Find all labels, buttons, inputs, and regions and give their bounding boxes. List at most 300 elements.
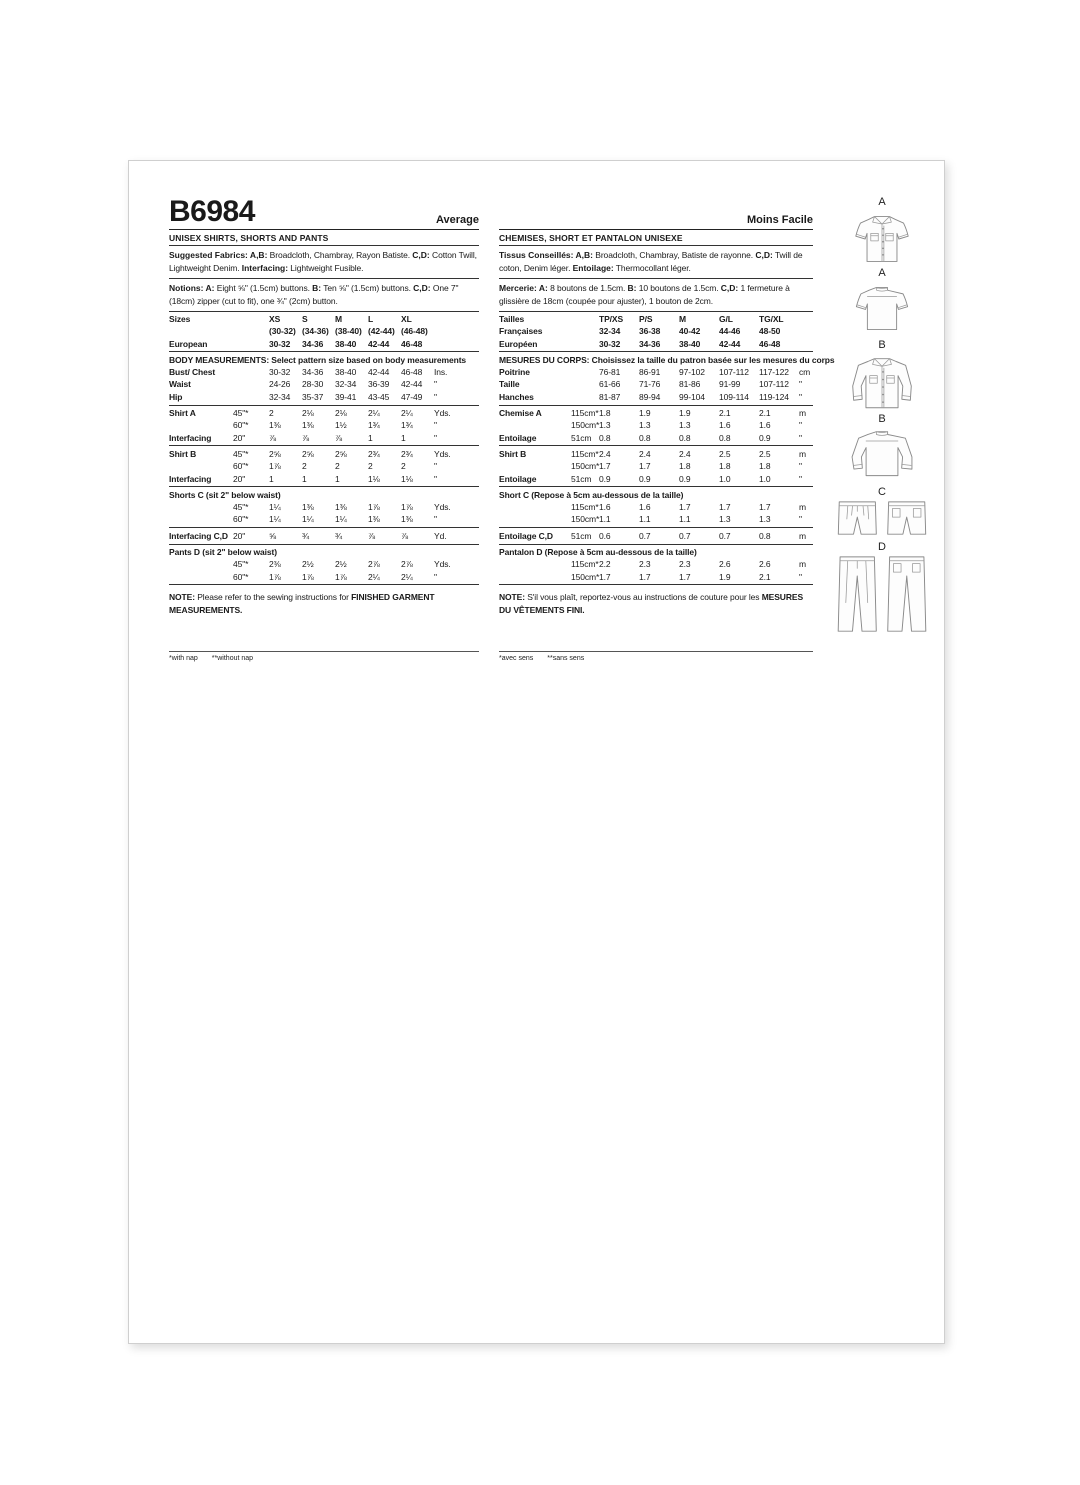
table-cell: 2	[401, 461, 406, 472]
table-cell: 1⅜	[335, 502, 347, 513]
suggested-fabrics-en	[169, 246, 479, 279]
text-segment: Broadcloth, Chambray, Batiste de rayonne.	[593, 250, 756, 260]
text-segment-bold: C,D:	[413, 283, 431, 293]
table-row	[499, 571, 813, 583]
table-cell	[233, 325, 269, 337]
table-cell: Interfacing	[169, 473, 212, 484]
table-row	[169, 313, 479, 325]
table-cell: 119-124	[759, 391, 789, 402]
table-cell: 1.1	[599, 514, 611, 525]
table-cell	[233, 391, 269, 403]
table-cell: 2.1	[759, 571, 771, 582]
view-a-front	[829, 196, 935, 268]
table-cell: "	[799, 432, 802, 443]
table-row	[169, 460, 479, 472]
table-cell: 1⅞	[368, 502, 380, 513]
table-cell: 97-102	[679, 367, 705, 378]
table-cell: 40-42	[679, 326, 701, 337]
table-section-row: Short C (Repose à 5cm au-dessous de la taille)	[499, 489, 684, 500]
table-cell: 2.2	[599, 559, 611, 570]
table-cell: 0.7	[679, 530, 691, 541]
table-cell: 1⅞	[335, 571, 347, 582]
table-cell: TG/XL	[759, 314, 784, 324]
table-row	[169, 419, 479, 431]
shorts-front-and-back-illustration	[836, 500, 928, 538]
rule-divider	[499, 445, 813, 446]
table-cell: 1¾	[368, 420, 380, 431]
table-cell: 115cm*	[571, 408, 599, 419]
pants-front-and-back-illustration	[836, 555, 928, 635]
table-cell	[571, 391, 599, 403]
table-cell: 150cm*	[571, 514, 600, 525]
table-cell: 1.3	[679, 420, 691, 431]
table-cell: 71-76	[639, 379, 661, 390]
table-cell: 109-114	[719, 391, 749, 402]
table-cell: 1⅞	[269, 571, 281, 582]
table-row	[499, 501, 813, 513]
table-cell: Shirt B	[499, 448, 527, 459]
table-cell: Européen	[499, 338, 538, 349]
table-cell: Yds.	[434, 448, 451, 459]
rule-divider	[169, 584, 479, 585]
table-cell	[499, 419, 571, 431]
table-cell: "	[434, 461, 437, 472]
yardage-table-fr	[499, 313, 835, 585]
pattern-envelope-back-sheet	[128, 160, 945, 1344]
table-cell: ⅝	[269, 530, 276, 541]
table-cell: 1.1	[639, 514, 651, 525]
table-cell: ⅞	[302, 432, 309, 443]
table-cell: "	[799, 420, 802, 431]
table-cell: 150cm*	[571, 571, 600, 582]
table-cell: 1⅛	[401, 473, 413, 484]
table-row	[499, 378, 813, 390]
table-row	[499, 558, 813, 570]
table-cell: 1.7	[719, 502, 731, 513]
table-cell: 2.6	[759, 559, 771, 570]
table-cell: M	[679, 314, 686, 324]
table-cell: P/S	[639, 314, 653, 324]
view-letter-a-front: A	[878, 196, 886, 208]
table-cell: 1.9	[679, 408, 691, 419]
table-cell: "	[434, 571, 437, 582]
table-cell: 45"*	[233, 448, 249, 459]
table-cell: (46-48)	[401, 326, 428, 337]
text-segment: Broadcloth, Chambray, Rayon Batiste.	[267, 250, 413, 260]
table-cell: 81-87	[599, 391, 621, 402]
short-sleeve-shirt-back-illustration	[850, 281, 914, 336]
text-segment: Lightweight Fusible.	[288, 263, 364, 273]
table-cell: 1⅜	[401, 514, 413, 525]
table-cell: 24-26	[269, 379, 291, 390]
table-cell	[434, 338, 479, 350]
table-cell: 42-44	[368, 338, 390, 349]
table-cell: Tailles	[499, 314, 525, 324]
footnote-without-nap: **without nap	[211, 655, 254, 663]
table-cell: "	[799, 514, 802, 525]
table-cell: 1.6	[759, 420, 771, 431]
table-cell	[499, 501, 571, 513]
table-cell: 20"	[233, 432, 246, 443]
table-cell: 1.8	[719, 461, 731, 472]
table-cell: 86-91	[639, 367, 661, 378]
table-cell: 1⅜	[302, 420, 314, 431]
table-row	[499, 530, 813, 542]
suggested-fabrics-fr	[499, 246, 813, 279]
table-cell: 2¼	[368, 571, 380, 582]
table-cell: 48-50	[759, 326, 781, 337]
table-cell: ¾	[335, 530, 342, 541]
table-cell: 0.8	[719, 432, 731, 443]
table-cell: 2.5	[759, 448, 771, 459]
table-cell: 30-32	[599, 338, 621, 349]
note-en	[169, 591, 479, 617]
view-c	[829, 486, 935, 538]
pattern-number: B6984	[169, 195, 255, 228]
table-cell: 115cm*	[571, 559, 599, 570]
table-cell: 28-30	[302, 379, 324, 390]
table-cell: 0.8	[639, 432, 651, 443]
text-segment: Ten ⅝" (1.5cm) buttons.	[321, 283, 414, 293]
text-segment: Eight ⅝" (1.5cm) buttons.	[214, 283, 313, 293]
table-cell	[499, 513, 571, 525]
table-cell: Entoilage C,D	[499, 530, 553, 541]
view-letter-b-front: B	[878, 339, 886, 351]
table-cell: G/L	[719, 314, 733, 324]
table-cell	[571, 313, 599, 325]
table-cell: 0.9	[639, 473, 651, 484]
table-cell	[799, 313, 813, 325]
view-letter-d: D	[878, 541, 886, 553]
table-cell: 1⅜	[302, 502, 314, 513]
yardage-table-en	[169, 313, 479, 585]
table-cell: 45"*	[233, 502, 249, 513]
footnote-fr	[499, 651, 813, 662]
footnote-en	[169, 651, 479, 662]
text-segment-bold: B:	[627, 283, 637, 293]
table-cell: Yds.	[434, 408, 451, 419]
table-cell: 1¼	[269, 514, 281, 525]
table-cell: ⅞	[368, 530, 375, 541]
table-cell: Shirt A	[169, 408, 196, 419]
table-cell: 1	[269, 473, 274, 484]
table-cell: 46-48	[401, 367, 423, 378]
view-d	[829, 541, 935, 635]
table-cell: 38-40	[335, 367, 357, 378]
table-cell: "	[434, 379, 437, 390]
table-section-row: BODY MEASUREMENTS: Select pattern size based on body measurements	[169, 354, 467, 365]
table-cell: 0.9	[679, 473, 691, 484]
table-cell	[799, 325, 813, 337]
rule-divider	[169, 445, 479, 446]
table-cell: 51cm	[571, 530, 592, 541]
table-row	[169, 432, 479, 444]
table-cell: ⅞	[269, 432, 276, 443]
table-cell: M	[335, 314, 342, 324]
table-cell: 20"	[233, 473, 246, 484]
text-segment-bold: C,D:	[412, 250, 430, 260]
table-cell: 76-81	[599, 367, 621, 378]
table-cell	[169, 571, 233, 583]
text-segment-bold: C,D:	[720, 283, 739, 293]
table-cell: 47-49	[401, 391, 423, 402]
table-cell: ¾	[302, 530, 309, 541]
table-cell: 32-34	[269, 391, 291, 402]
table-cell: Françaises	[499, 326, 543, 337]
table-cell: 2	[302, 461, 307, 472]
text-segment: 10 boutons de 1.5cm.	[636, 283, 721, 293]
table-row	[169, 558, 479, 570]
long-sleeve-shirt-front-illustration	[845, 353, 919, 421]
table-cell: "	[434, 391, 437, 402]
table-cell: 0.8	[599, 432, 611, 443]
table-cell: 30-32	[269, 338, 291, 349]
table-cell: 1.3	[599, 420, 611, 431]
table-cell: Taille	[499, 379, 520, 390]
rule-divider	[499, 584, 813, 585]
table-cell: 1.7	[599, 571, 611, 582]
table-cell: 150cm*	[571, 461, 600, 472]
table-cell: S	[302, 314, 308, 324]
table-cell: 2⅛	[335, 408, 347, 419]
table-cell: 60"*	[233, 514, 249, 525]
table-cell: 44-46	[719, 326, 741, 337]
table-cell	[169, 513, 233, 525]
table-cell: "	[434, 432, 437, 443]
english-column	[169, 195, 479, 662]
table-cell: 1	[401, 432, 406, 443]
table-cell: 0.9	[759, 432, 771, 443]
table-cell: "	[799, 473, 802, 484]
rule-divider	[499, 405, 813, 406]
table-cell: Waist	[169, 379, 191, 390]
table-row	[499, 325, 813, 337]
table-row	[499, 313, 813, 325]
text-segment-bold: Mercerie: A:	[499, 283, 548, 293]
table-row	[169, 407, 479, 419]
table-cell: 61-66	[599, 379, 621, 390]
table-cell: 38-40	[679, 338, 701, 349]
table-cell: 45"*	[233, 559, 249, 570]
table-cell: 0.8	[679, 432, 691, 443]
table-cell: 35-37	[302, 391, 324, 402]
table-cell: 1.6	[639, 502, 651, 513]
table-cell: 2.3	[679, 559, 691, 570]
table-row	[499, 460, 813, 472]
table-cell: 2.1	[759, 408, 771, 419]
table-cell: 1.8	[759, 461, 771, 472]
table-row	[499, 391, 813, 403]
table-row	[169, 391, 479, 403]
rule-divider	[169, 486, 479, 487]
table-cell: 1.7	[679, 502, 691, 513]
table-cell: 2¼	[368, 408, 380, 419]
table-row	[499, 432, 813, 444]
footnote-avec-sens: *avec sens	[499, 655, 534, 663]
table-cell: 42-44	[368, 367, 390, 378]
text-segment: 1 fermeture à glissière de 18cm (coupée pour ajuster), 1 bouton de 2cm.	[499, 283, 790, 306]
table-cell	[571, 338, 599, 350]
table-cell: 2⅝	[269, 448, 281, 459]
table-cell: 1¾	[401, 420, 413, 431]
table-cell: 1.9	[719, 571, 731, 582]
table-row	[169, 448, 479, 460]
table-cell: "	[434, 420, 437, 431]
text-segment-bold: NOTE:	[169, 592, 195, 603]
french-header	[499, 195, 813, 230]
table-cell: "	[799, 571, 802, 582]
table-cell: 150cm*	[571, 420, 600, 431]
table-cell: 1.1	[679, 514, 691, 525]
short-sleeve-shirt-front-illustration	[849, 210, 915, 268]
table-cell: 1⅜	[269, 420, 281, 431]
table-cell: XL	[401, 314, 412, 324]
table-cell	[169, 325, 233, 337]
table-section-row: Shorts C (sit 2" below waist)	[169, 489, 281, 500]
table-cell	[499, 571, 571, 583]
table-cell: 2.4	[639, 448, 651, 459]
table-cell: 2.6	[719, 559, 731, 570]
table-cell	[169, 501, 233, 513]
table-cell: m	[799, 530, 806, 541]
table-cell	[233, 378, 269, 390]
table-cell: ⅞	[335, 432, 342, 443]
table-cell: 36-39	[368, 379, 390, 390]
table-cell	[233, 338, 269, 350]
table-cell: 2.4	[679, 448, 691, 459]
table-cell: Poitrine	[499, 367, 530, 378]
table-row	[499, 419, 813, 431]
table-cell: 32-34	[335, 379, 357, 390]
rule-divider	[499, 351, 813, 352]
table-cell: 1.7	[599, 461, 611, 472]
table-cell: 36-38	[639, 326, 661, 337]
table-cell: European	[169, 338, 208, 349]
table-cell: 60"*	[233, 420, 249, 431]
table-cell: 107-112	[719, 367, 749, 378]
rule-divider	[499, 486, 813, 487]
view-a-back	[829, 267, 935, 336]
table-cell: 1¼	[302, 514, 314, 525]
table-cell: 1.9	[639, 408, 651, 419]
table-cell: 20"	[233, 530, 246, 541]
table-cell: 1⅞	[401, 502, 413, 513]
table-cell: 34-36	[302, 367, 324, 378]
table-cell: 1	[302, 473, 307, 484]
table-row	[499, 366, 813, 378]
table-cell: 51cm	[571, 473, 592, 484]
table-cell: 1.7	[639, 461, 651, 472]
table-cell: 99-104	[679, 391, 705, 402]
table-cell	[571, 366, 599, 378]
text-segment-bold: NOTE:	[499, 592, 525, 603]
view-letter-c: C	[878, 486, 886, 498]
table-cell: 1.3	[719, 514, 731, 525]
table-cell: Bust/ Chest	[169, 367, 216, 378]
table-cell: 1.7	[639, 571, 651, 582]
table-section-row: MESURES DU CORPS: Choisissez la taille du patron basée sur les mesures du corps	[499, 354, 835, 365]
title-fr: CHEMISES, SHORT ET PANTALON UNISEXE	[499, 230, 813, 246]
table-cell	[499, 460, 571, 472]
table-cell: 2⅞	[368, 559, 380, 570]
table-row	[499, 338, 813, 350]
table-cell: 46-48	[759, 338, 781, 349]
table-row	[169, 530, 479, 542]
table-cell: Hanches	[499, 391, 534, 402]
table-cell: 2¾	[401, 448, 413, 459]
text-segment: Thermocollant léger.	[613, 263, 691, 273]
footnote-sans-sens: **sans sens	[547, 655, 585, 663]
table-cell: Sizes	[169, 314, 191, 324]
table-cell: 2½	[302, 559, 314, 570]
table-cell: 1.7	[759, 502, 771, 513]
table-cell: cm	[799, 367, 811, 378]
text-segment: 8 boutons de 1.5cm.	[547, 283, 628, 293]
table-cell: 1⅜	[368, 514, 380, 525]
table-cell	[169, 558, 233, 570]
rule-divider	[169, 405, 479, 406]
table-cell: "	[799, 461, 802, 472]
table-cell: 2	[335, 461, 340, 472]
table-cell: 2¾	[368, 448, 380, 459]
table-cell: m	[799, 448, 806, 459]
rule-divider	[169, 544, 479, 545]
table-cell: 0.6	[599, 530, 611, 541]
table-row	[169, 325, 479, 337]
table-cell: 2⅜	[269, 559, 281, 570]
table-section-row: Pants D (sit 2" below waist)	[169, 547, 277, 558]
table-cell: 2.1	[719, 408, 731, 419]
table-row	[169, 338, 479, 350]
table-row	[499, 448, 813, 460]
table-cell: 89-94	[639, 391, 661, 402]
table-cell	[571, 378, 599, 390]
table-cell: (38-40)	[335, 326, 362, 337]
table-cell: 91-99	[719, 379, 741, 390]
difficulty-label-en: Average	[435, 214, 479, 226]
table-cell: 2⅝	[335, 448, 347, 459]
table-cell: 0.8	[759, 530, 771, 541]
rule-divider	[499, 527, 813, 528]
table-cell: Interfacing	[169, 432, 212, 443]
table-cell: Yds.	[434, 559, 451, 570]
table-cell: 1	[335, 473, 340, 484]
table-cell: "	[799, 379, 802, 390]
table-row	[169, 366, 479, 378]
table-cell	[233, 313, 269, 325]
table-cell	[169, 460, 233, 472]
table-cell: 0.9	[599, 473, 611, 484]
table-cell: TP/XS	[599, 314, 624, 324]
french-column	[499, 195, 835, 663]
text-segment: Cotton Twill, Lightweight Denim.	[169, 250, 477, 273]
table-cell: 2⅝	[302, 448, 314, 459]
table-cell: 2.5	[719, 448, 731, 459]
table-cell: "	[434, 473, 437, 484]
table-cell	[571, 325, 599, 337]
text-segment-bold: Interfacing:	[241, 263, 289, 273]
table-cell: 39-41	[335, 391, 357, 402]
table-cell: 43-45	[368, 391, 390, 402]
table-cell	[169, 419, 233, 431]
table-cell: 1	[368, 432, 373, 443]
table-cell: 42-44	[719, 338, 741, 349]
table-cell: ⅞	[401, 530, 408, 541]
table-row	[169, 513, 479, 525]
title-en: UNISEX SHIRTS, SHORTS AND PANTS	[169, 230, 479, 246]
table-cell: 2	[368, 461, 373, 472]
table-row	[499, 473, 813, 485]
